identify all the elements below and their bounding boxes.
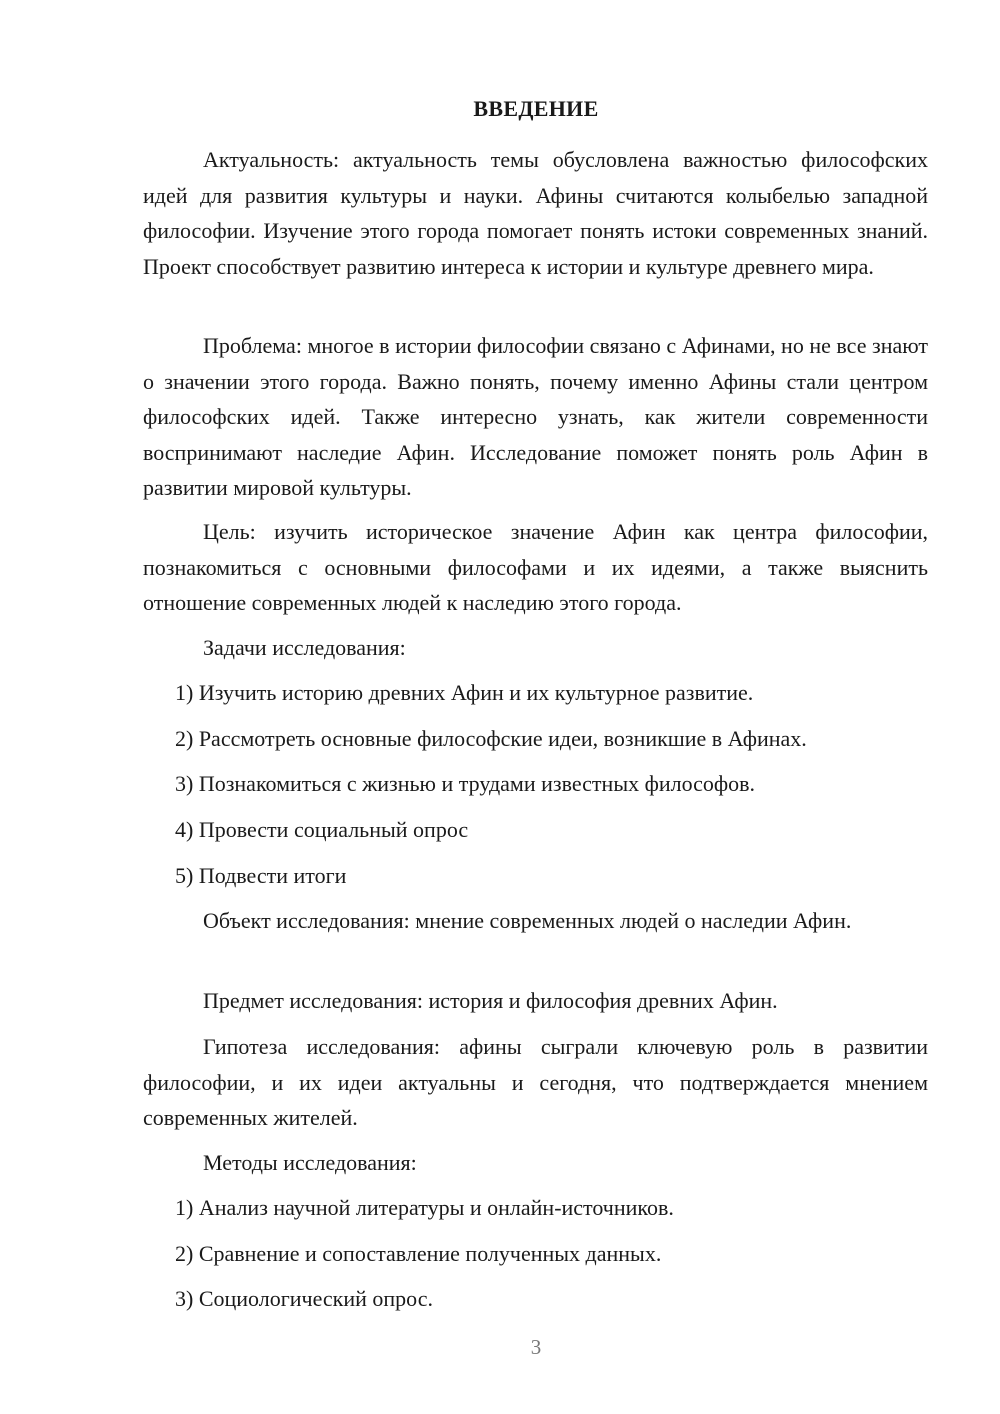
paragraph-subject: Предмет исследования: история и философия древних Афин. xyxy=(203,988,778,1013)
task-item: 4) Провести социальный опрос xyxy=(175,817,469,842)
paragraph-problem: Проблема: многое в истории философии связано с Афинами, но не все знают о значении этого города. Важно понять, почему именно Афины стали центром философских идей. Также интересно узнать, как жители современности воспринимают наследие Афин. Исследование поможет понять роль Афин в развитии мировой культуры. xyxy=(143,333,928,500)
paragraph-object: Объект исследования: мнение современных людей о наследии Афин. xyxy=(203,908,852,933)
method-item: 1) Анализ научной литературы и онлайн-источников. xyxy=(175,1195,674,1220)
page-number: 3 xyxy=(530,1335,542,1359)
task-item: 5) Подвести итоги xyxy=(175,863,347,888)
method-item: 3) Социологический опрос. xyxy=(175,1286,433,1311)
paragraph-relevance: Актуальность: актуальность темы обусловлена важностью философских идей для развития культуры и науки. Афины считаются колыбелью западной философии. Изучение этого города помогает понять истоки современных знаний. Проект способствует развитию интереса к истории и культуре древнего мира. xyxy=(143,147,928,279)
method-item: 2) Сравнение и сопоставление полученных данных. xyxy=(175,1241,662,1266)
task-item: 2) Рассмотреть основные философские идеи, возникшие в Афинах. xyxy=(175,726,807,751)
tasks-heading: Задачи исследования: xyxy=(203,635,406,660)
methods-heading: Методы исследования: xyxy=(203,1150,417,1175)
page-title: ВВЕДЕНИЕ xyxy=(473,96,599,121)
paragraph-goal: Цель: изучить историческое значение Афин как центра философии, познакомиться с основными философами и их идеями, а также выяснить отношение современных людей к наследию этого города. xyxy=(143,519,928,615)
task-item: 3) Познакомиться с жизнью и трудами известных философов. xyxy=(175,771,756,796)
task-item: 1) Изучить историю древних Афин и их культурное развитие. xyxy=(175,680,754,705)
paragraph-hypothesis: Гипотеза исследования: афины сыграли ключевую роль в развитии философии, и их идеи актуальны и сегодня, что подтверждается мнением современных жителей. xyxy=(143,1034,928,1130)
